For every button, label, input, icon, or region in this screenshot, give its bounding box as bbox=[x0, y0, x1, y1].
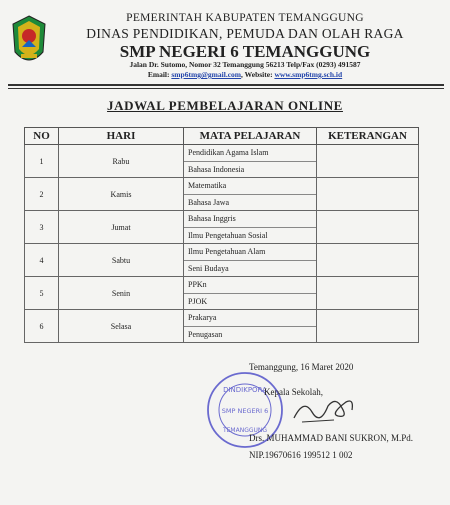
signatory-position: Kepala Sekolah, bbox=[264, 387, 323, 397]
table-row bbox=[25, 277, 419, 310]
subject: Prakarya bbox=[188, 313, 217, 322]
row-note bbox=[317, 244, 419, 277]
subject: Seni Budaya bbox=[184, 260, 316, 277]
row-day: Senin bbox=[59, 277, 184, 310]
row-note bbox=[317, 277, 419, 310]
row-no: 3 bbox=[25, 211, 59, 244]
row-subjects bbox=[184, 277, 317, 310]
school-address: Jalan Dr. Sutomo, Nomor 32 Temanggung 56213 Telp/Fax (0293) 491587 bbox=[129, 60, 361, 69]
row-note bbox=[317, 178, 419, 211]
school-name: SMP NEGERI 6 TEMANGGUNG bbox=[119, 42, 371, 61]
subject: Ilmu Pengetahuan Alam bbox=[188, 247, 266, 256]
table-row bbox=[25, 145, 419, 178]
stamp-text-center: SMP NEGERI 6 bbox=[221, 407, 269, 415]
row-subjects bbox=[184, 211, 317, 244]
header-no: NO bbox=[25, 128, 59, 145]
subject: Ilmu Pengetahuan Sosial bbox=[184, 227, 316, 244]
stamp-text-bottom: TEMANGGUNG bbox=[222, 427, 268, 434]
schedule-table bbox=[24, 127, 419, 343]
table-row bbox=[25, 310, 419, 343]
row-note bbox=[317, 310, 419, 343]
row-day: Selasa bbox=[59, 310, 184, 343]
row-no: 4 bbox=[25, 244, 59, 277]
row-day: Jumat bbox=[59, 211, 184, 244]
row-subjects bbox=[184, 310, 317, 343]
subject: Matematika bbox=[188, 181, 227, 190]
row-note bbox=[317, 145, 419, 178]
document-title: JADWAL PEMBELAJARAN ONLINE bbox=[107, 98, 343, 113]
table-row bbox=[25, 211, 419, 244]
government-name: PEMERINTAH KABUPATEN TEMANGGUNG bbox=[126, 12, 364, 24]
row-subjects bbox=[184, 178, 317, 211]
place-date: Temanggung, 16 Maret 2020 bbox=[249, 362, 354, 372]
subject: Penugasan bbox=[184, 326, 316, 343]
subject: Bahasa Inggris bbox=[188, 214, 236, 223]
email-link[interactable]: smp6tmg@gmail.com bbox=[171, 70, 242, 79]
email-label: Email: bbox=[147, 70, 170, 79]
row-subjects bbox=[184, 145, 317, 178]
row-day: Kamis bbox=[59, 178, 184, 211]
subject: Pendidikan Agama Islam bbox=[188, 148, 269, 157]
row-subjects bbox=[184, 244, 317, 277]
row-no: 2 bbox=[25, 178, 59, 211]
signatory-name: Drs. MUHAMMAD BANI SUKRON, M.Pd. bbox=[249, 433, 414, 443]
temanggung-regency-logo bbox=[10, 14, 48, 70]
subject: PPKn bbox=[188, 280, 207, 289]
table-row bbox=[25, 178, 419, 211]
contact-line bbox=[60, 70, 430, 79]
website-label: , Website: bbox=[241, 70, 273, 79]
table-row bbox=[25, 244, 419, 277]
row-day: Rabu bbox=[59, 145, 184, 178]
table-header-row bbox=[25, 128, 419, 145]
row-note bbox=[317, 211, 419, 244]
header-keterangan: KETERANGAN bbox=[317, 128, 419, 145]
header-mata-pelajaran: MATA PELAJARAN bbox=[184, 128, 317, 145]
row-day: Sabtu bbox=[59, 244, 184, 277]
row-no: 6 bbox=[25, 310, 59, 343]
row-no: 1 bbox=[25, 145, 59, 178]
website-link[interactable]: www.smp6tmg.sch.id bbox=[274, 70, 343, 79]
letterhead-rule-thin bbox=[8, 88, 444, 89]
handwritten-signature bbox=[290, 392, 360, 428]
subject: PJOK bbox=[184, 293, 316, 310]
row-no: 5 bbox=[25, 277, 59, 310]
stamp-text-top: DINDIKPORA bbox=[223, 386, 267, 394]
subject: Bahasa Indonesia bbox=[184, 161, 316, 178]
subject: Bahasa Jawa bbox=[184, 194, 316, 211]
department-name: DINAS PENDIDIKAN, PEMUDA DAN OLAH RAGA bbox=[86, 26, 404, 41]
header-hari: HARI bbox=[59, 128, 184, 145]
signatory-nip: NIP.19670616 199512 1 002 bbox=[249, 450, 353, 460]
letterhead-rule-thick bbox=[8, 84, 444, 86]
